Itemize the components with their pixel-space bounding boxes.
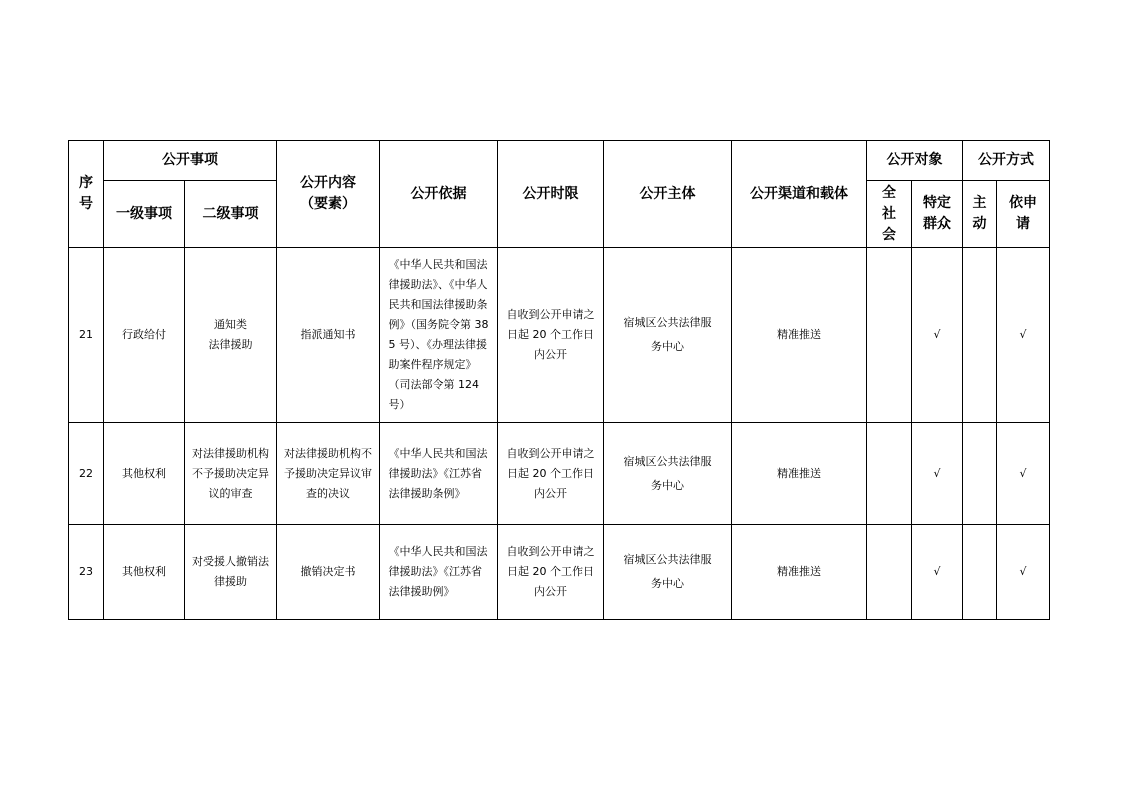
header-target-specific: 特定群众 [912, 181, 963, 248]
header-seq: 序号 [69, 141, 104, 248]
table-row [69, 525, 1050, 620]
header-time-limit: 公开时限 [498, 141, 604, 248]
disclosure-table [68, 140, 1050, 620]
row-target-specific: √ [912, 423, 963, 525]
row-time-limit: 自收到公开申请之日起 20 个工作日内公开 [498, 423, 604, 525]
header-channel: 公开渠道和载体 [732, 141, 867, 248]
header-mode-active: 主动 [963, 181, 997, 248]
row-level1: 行政给付 [104, 248, 185, 423]
row-mode-request: √ [997, 423, 1050, 525]
row-mode-active [963, 423, 997, 525]
table-row [69, 248, 1050, 423]
row-subject: 宿城区公共法律服务中心 [604, 423, 732, 525]
row-mode-request: √ [997, 248, 1050, 423]
row-seq: 21 [69, 248, 104, 423]
row-mode-active [963, 525, 997, 620]
row-level2: 对受援人撤销法律援助 [185, 525, 277, 620]
row-seq: 22 [69, 423, 104, 525]
header-content: 公开内容 （要素） [277, 141, 380, 248]
row-content: 对法律援助机构不予援助决定异议审查的决议 [277, 423, 380, 525]
row-level1: 其他权利 [104, 423, 185, 525]
row-channel: 精准推送 [732, 525, 867, 620]
row-subject: 宿城区公共法律服务中心 [604, 525, 732, 620]
header-mode: 公开方式 [963, 141, 1050, 181]
table-row [69, 423, 1050, 525]
row-channel: 精准推送 [732, 423, 867, 525]
header-level1: 一级事项 [104, 181, 185, 248]
header-basis: 公开依据 [380, 141, 498, 248]
row-seq: 23 [69, 525, 104, 620]
row-level2: 对法律援助机构不予援助决定异议的审查 [185, 423, 277, 525]
header-subject: 公开主体 [604, 141, 732, 248]
row-target-all [867, 525, 912, 620]
row-basis: 《中华人民共和国法律援助法》、《中华人民共和国法律援助条例》（国务院令第 385 号）、《办理法律援助案件程序规定》（司法部令第 124 号） [380, 248, 498, 423]
row-subject: 宿城区公共法律服务中心 [604, 248, 732, 423]
row-content: 撤销决定书 [277, 525, 380, 620]
header-target: 公开对象 [867, 141, 963, 181]
row-time-limit: 自收到公开申请之日起 20 个工作日内公开 [498, 525, 604, 620]
row-target-all [867, 423, 912, 525]
row-channel: 精准推送 [732, 248, 867, 423]
header-target-all: 全社会 [867, 181, 912, 248]
row-time-limit: 自收到公开申请之日起 20 个工作日内公开 [498, 248, 604, 423]
row-mode-active [963, 248, 997, 423]
row-target-all [867, 248, 912, 423]
row-level1: 其他权利 [104, 525, 185, 620]
header-matter: 公开事项 [104, 141, 277, 181]
row-mode-request: √ [997, 525, 1050, 620]
header-mode-request: 依申请 [997, 181, 1050, 248]
row-basis: 《中华人民共和国法律援助法》《江苏省法律援助例》 [380, 525, 498, 620]
row-target-specific: √ [912, 525, 963, 620]
row-level2: 通知类 法律援助 [185, 248, 277, 423]
row-basis: 《中华人民共和国法律援助法》《江苏省法律援助条例》 [380, 423, 498, 525]
row-target-specific: √ [912, 248, 963, 423]
header-level2: 二级事项 [185, 181, 277, 248]
row-content: 指派通知书 [277, 248, 380, 423]
